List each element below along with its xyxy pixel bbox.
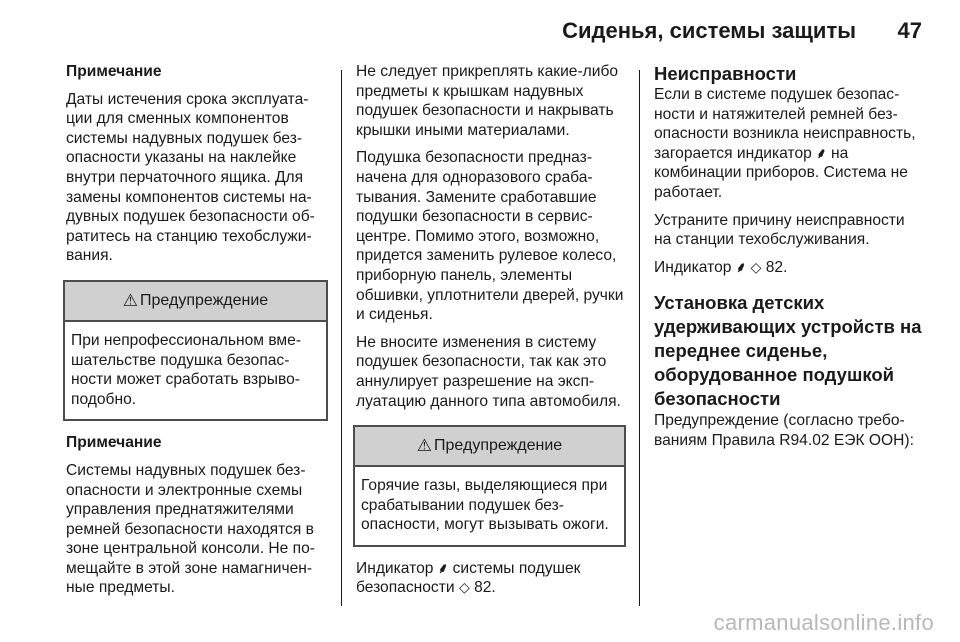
page-header <box>0 14 960 54</box>
column-left <box>66 62 328 612</box>
warning-triangle-icon: ⚠ <box>122 291 139 311</box>
indicator-reference: Индикатор ⸙ ◇ 82. <box>654 258 788 276</box>
paragraph: Не вносите изменения в систему подушек безопасности, так как это аннулирует разрешение на эксплуатацию данного типа автомобиля. <box>356 333 621 410</box>
column-middle <box>356 62 626 612</box>
page-reference-icon: ◇ <box>458 579 470 596</box>
watermark: carmanualsonline.info <box>713 610 934 635</box>
paragraph: Если в системе подушек безопасности и натяжителей ремней безопасности возникла неисправность, загорается индикатор ⸙ на комбинации приборов. Система не работает. <box>654 86 916 201</box>
note-text: Системы надувных подушек безопасности и электронные схемы управления преднатяжителями ремней безопасности находятся в зоне центральной консоли. Не помещайте в этой зоне намагниченные предметы. <box>66 461 315 597</box>
airbag-indicator-icon: ⸙ <box>437 559 449 576</box>
airbag-indicator-icon: ⸙ <box>816 144 827 161</box>
paragraph: Не следует прикреплять какие-либо предметы к крышкам надувных подушек безопасности и накрывать крышки иными материалами. <box>356 63 619 139</box>
note-title: Примечание <box>66 63 162 80</box>
paragraph: Подушка безопасности предназначена для одноразового срабатывания. Замените сработавшие подушки безопасности в сервисцентре. Помимо этого, возможно, придется заменить рулевое колесо, приборную панель, элементы обшивки, уплотнители дверей, ручки и сиденья. <box>356 149 624 324</box>
paragraph: Устраните причину неисправности на станции техобслуживания. <box>654 211 905 249</box>
airbag-indicator-icon: ⸙ <box>735 258 747 275</box>
warning-label: Предупреждение <box>140 292 269 310</box>
page-number: 47 <box>897 18 922 43</box>
warning-header <box>355 427 624 467</box>
paragraph: Предупреждение (согласно требованиям Правила R94.02 ЕЭК ООН): <box>654 412 914 449</box>
section-heading: Установка детских удерживающих устройств на переднее сиденье, оборудованное подушкой безопасности <box>654 292 922 410</box>
warning-box <box>63 280 328 421</box>
note-block <box>66 433 328 598</box>
warning-box <box>353 425 626 547</box>
warning-label: Предупреждение <box>434 437 563 455</box>
warning-header <box>65 282 326 322</box>
page-reference-link[interactable]: 82. <box>765 258 788 276</box>
column-right <box>654 62 922 612</box>
note-block <box>66 62 328 266</box>
page-reference-icon: ◇ <box>750 258 762 275</box>
column-divider <box>341 70 342 606</box>
section-title: Сиденья, системы защиты <box>562 18 856 43</box>
warning-triangle-icon: ⚠ <box>416 436 433 456</box>
warning-text: Горячие газы, выделяющиеся при срабатывании подушек безопасности, могут вызывать ожоги. <box>361 477 609 534</box>
section-heading: Неисправности <box>654 63 797 84</box>
warning-text: При непрофессиональном вмешательстве подушка безопасности может сработать взрывоподобно. <box>71 331 302 408</box>
page-reference-link[interactable]: 82. <box>474 579 496 597</box>
column-divider <box>639 70 640 606</box>
note-text: Даты истечения срока эксплуатации для сменных компонентов системы надувных подушек безопасности указаны на наклейке внутри перчаточного ящика. Для замены компонентов системы надувных подушек безопасности обратитесь на станцию техобслуживания. <box>66 90 315 265</box>
note-title: Примечание <box>66 434 162 452</box>
indicator-reference: Индикатор ⸙ системы подушек безопасности ◇ 82. <box>356 559 581 597</box>
